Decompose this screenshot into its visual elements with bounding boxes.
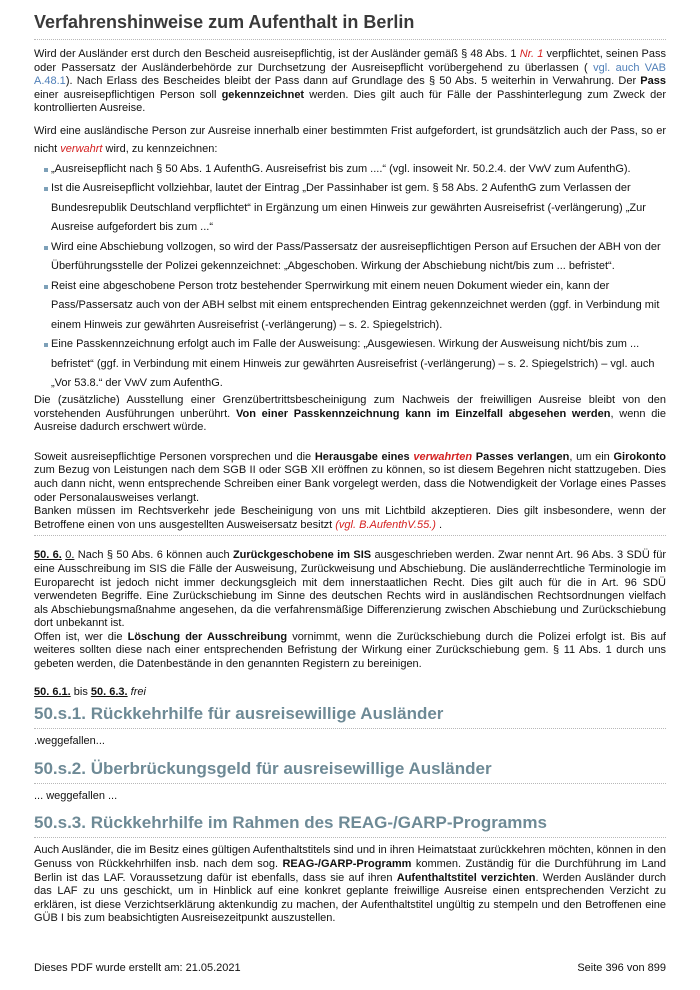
section-text-50-s-1: .weggefallen... [34, 735, 105, 748]
section-number-50-6-1[interactable]: 50. 6.1. [34, 685, 71, 698]
section-text-50-s-3: Auch Ausländer, die im Besitz eines gültigen Aufenthaltstitels sind und in ihren Heimatstaat zurückkehren möchten, können in den Genuss von Rückkehrhilfen insb. nach dem sog. REAG-/GARP-Programm kommen. Zuständig für die Durchführung im Land Berlin ist das LAF. Voraussetzung dafür ist ebenfalls, dass sie auf ihren Aufenthaltstitel verzichten. Werden Ausländer durch das LAF zu uns geschickt, um in Hinblick auf eine konkret geplante freiwillige Ausreise einen entsprechenden Verzicht zu erklären, ist diese Verzichtserklärung aktenkundig zu machen, der Aufenthaltstitel ungültig zu stempeln und den Betroffenen eine GÜB I bis zum beabsichtigten Ausreisezeitpunkt auszustellen. [34, 844, 667, 925]
section-number-0[interactable]: 0. [65, 549, 75, 562]
link-verwahrten[interactable]: verwahrten [413, 450, 473, 463]
link-verwahrt[interactable]: verwahrt [60, 142, 103, 155]
paragraph-girokonto: Soweit ausreisepflichtige Personen vorsprechen und die Herausgabe eines verwahrten Passes verlangen, um ein Girokonto zum Bezug von Leistungen nach dem SGB II oder SGB XII eröffnen zu können, so ist diesem Begehren nicht stattzugeben. Dies auch dann nicht, wenn entsprechende Schreiben einer Bank vorgelegt werden, dass die Notwendigkeit der Vorlage eines Passes oder Personalausweises verlangt. [34, 450, 667, 504]
paragraph-kennzeichnung: Wird eine ausländische Person zur Ausreise innerhalb einer bestimmten Frist aufgefordert, ist grundsätzlich auch der Pass, so er nicht verwahrt wird, zu kennzeichnen: [34, 124, 666, 155]
section-number-50-6-3[interactable]: 50. 6.3. [90, 685, 128, 698]
section-heading-50-s-3: 50.s.3. Rückkehrhilfe im Rahmen des REAG-/GARP-Programms [34, 813, 666, 838]
list-item: Eine Passkennzeichnung erfolgt auch im Falle der Ausweisung: „Ausgewiesen. Wirkung der Ausweisung nicht/bis zum ... befristet“ (ggf. in Verbindung mit einem Hinweis zur gewährten Ausreisefrist (-verlängerung) – s. 2. Spiegelstrich) – vgl. auch „Vor 53.8.“ der VwV zum AufenthG. [44, 335, 666, 394]
paragraph-loeschung: Offen ist, wer die Löschung der Ausschreibung vornimmt, wenn die Zurückschiebung durch die Polizei erfolgt ist. Bis auf weiteres sollten diese nach einer entsprechenden Befristung der Wirkung einer Zurückschiebung gem. § 11 Abs. 1 durch uns gebeten werden, die Datenbestände in den genannten Registern zu bereinigen. [34, 630, 666, 671]
link-nr1[interactable]: Nr. 1 [519, 48, 544, 60]
paragraph-grenzuebertritt: Die (zusätzliche) Ausstellung einer Grenzübertrittsbescheinigung zum Nachweis der freiwilligen Ausreise bleibt von den vorstehenden Ausführungen unberührt. Von einer Passkennzeichnung kann im Einzelfall abgesehen werden, wenn die Ausreise dadurch erschwert würde. [34, 393, 666, 434]
list-item: Ist die Ausreisepflicht vollziehbar, lautet der Eintrag „Der Passinhaber ist gem. § 58 Abs. 2 AufenthG zum Verlassen der Bundesrepublik Deutschland verpflichtet“ in Ergänzung um einen Hinweis zur gewährten Ausreisefrist (-verlängerung) „Zur Ausreise aufgefordert bis zum ...“ [44, 179, 666, 238]
paragraph-passpflicht: Wird der Ausländer erst durch den Bescheid ausreisepflichtig, ist der Ausländer gemäß § 48 Abs. 1 Nr. 1 verpflichtet, seinen Pass oder Passersatz der Ausländerbehörde zur Durchsetzung der Ausreisepflicht vorübergehend zu überlassen ( vgl. auch VAB A.48.1). Nach Erlass des Bescheides bleibt der Pass dann auf Grundlage des § 50 Abs. 5 weiterhin in Verwahrung. Der Pass einer ausreisepflichtigen Person soll gekennzeichnet werden. Dies gilt auch für Fälle der Passhinterlegung zum Zweck der kontrollierten Ausreise. [34, 48, 666, 115]
link-b-aufenthv-55[interactable]: (vgl. B.AufenthV.55.) [335, 518, 436, 531]
link-vab-a481[interactable]: vgl. auch VAB A.48.1 [34, 61, 666, 88]
footer-created-date: Dieses PDF wurde erstellt am: 21.05.2021 [34, 962, 241, 974]
section-heading-50-s-2: 50.s.2. Überbrückungsgeld für ausreisewillige Ausländer [34, 759, 666, 784]
paragraph-banken: Banken müssen im Rechtsverkehr jede Bescheinigung von uns mit Lichtbild akzeptieren. Dies gilt insbesondere, wenn der Betroffene einen von uns ausgestellten Ausweisersatz besitzt (vgl. B.AufenthV.55.) . [34, 505, 666, 531]
document-page [34, 10, 666, 926]
list-item: Reist eine abgeschobene Person trotz bestehender Sperrwirkung mit einem neuen Dokument wieder ein, kann der Pass/Passersatz auch von der ABH selbst mit einem entsprechenden Eintrag gekennzeichnet werden (ggf. in Verbindung mit einem Hinweis zur gewährten Ausreisefrist (-verlängerung) – s. 2. Spiegelstrich). [44, 277, 666, 336]
section-number-50-6[interactable]: 50. 6. [34, 549, 62, 562]
list-item: Wird eine Abschiebung vollzogen, so wird der Pass/Passersatz der ausreisepflichtigen Person auf Ersuchen der ABH von der Überführungsstelle der Polizei gekennzeichnet: „Abgeschoben. Wirkung der Abschiebung nicht/bis zum ... befristet“. [44, 238, 666, 277]
page-footer [34, 962, 666, 974]
page-title: Verfahrenshinweise zum Aufenthalt in Berlin [34, 10, 666, 40]
kennzeichnung-list [34, 160, 666, 394]
section-text-50-s-2: ... weggefallen ... [34, 789, 118, 802]
section-heading-50-s-1: 50.s.1. Rückkehrhilfe für ausreisewillige Ausländer [34, 704, 666, 729]
list-item: „Ausreisepflicht nach § 50 Abs. 1 AufenthG. Ausreisefrist bis zum ....“ (vgl. insoweit Nr. 50.2.4. der VwV zum AufenthG). [44, 160, 666, 180]
paragraph-50-6-1-bis-3: 50. 6.1. bis 50. 6.3. frei [34, 685, 146, 698]
paragraph-50-6: 50. 6. 0. Nach § 50 Abs. 6 können auch Zurückgeschobene im SIS ausgeschrieben werden. Zwar nennt Art. 96 Abs. 3 SDÜ für eine Ausschreibung im SIS die Fälle der Ausweisung, Zurückweisung und Abschiebung. Die ausländerrechtliche Terminologie im Europarecht ist jedoch nicht immer deckungsgleich mit dem innerstaatlichen Recht. Dies gilt auch für die in Art. 96 SDÜ verwendeten Begriffe. Eine Zurückschiebung im Sinne des deutschen Rechts wird in ausländischen Rechtsordnungen vielfach als Abschiebungsmaßnahme angesehen, da die verfahrensmäßige Differenzierung zwischen Abschiebung und Zurückschiebung dort unbekannt ist. [34, 549, 666, 630]
footer-page-number: Seite 396 von 899 [577, 962, 666, 974]
